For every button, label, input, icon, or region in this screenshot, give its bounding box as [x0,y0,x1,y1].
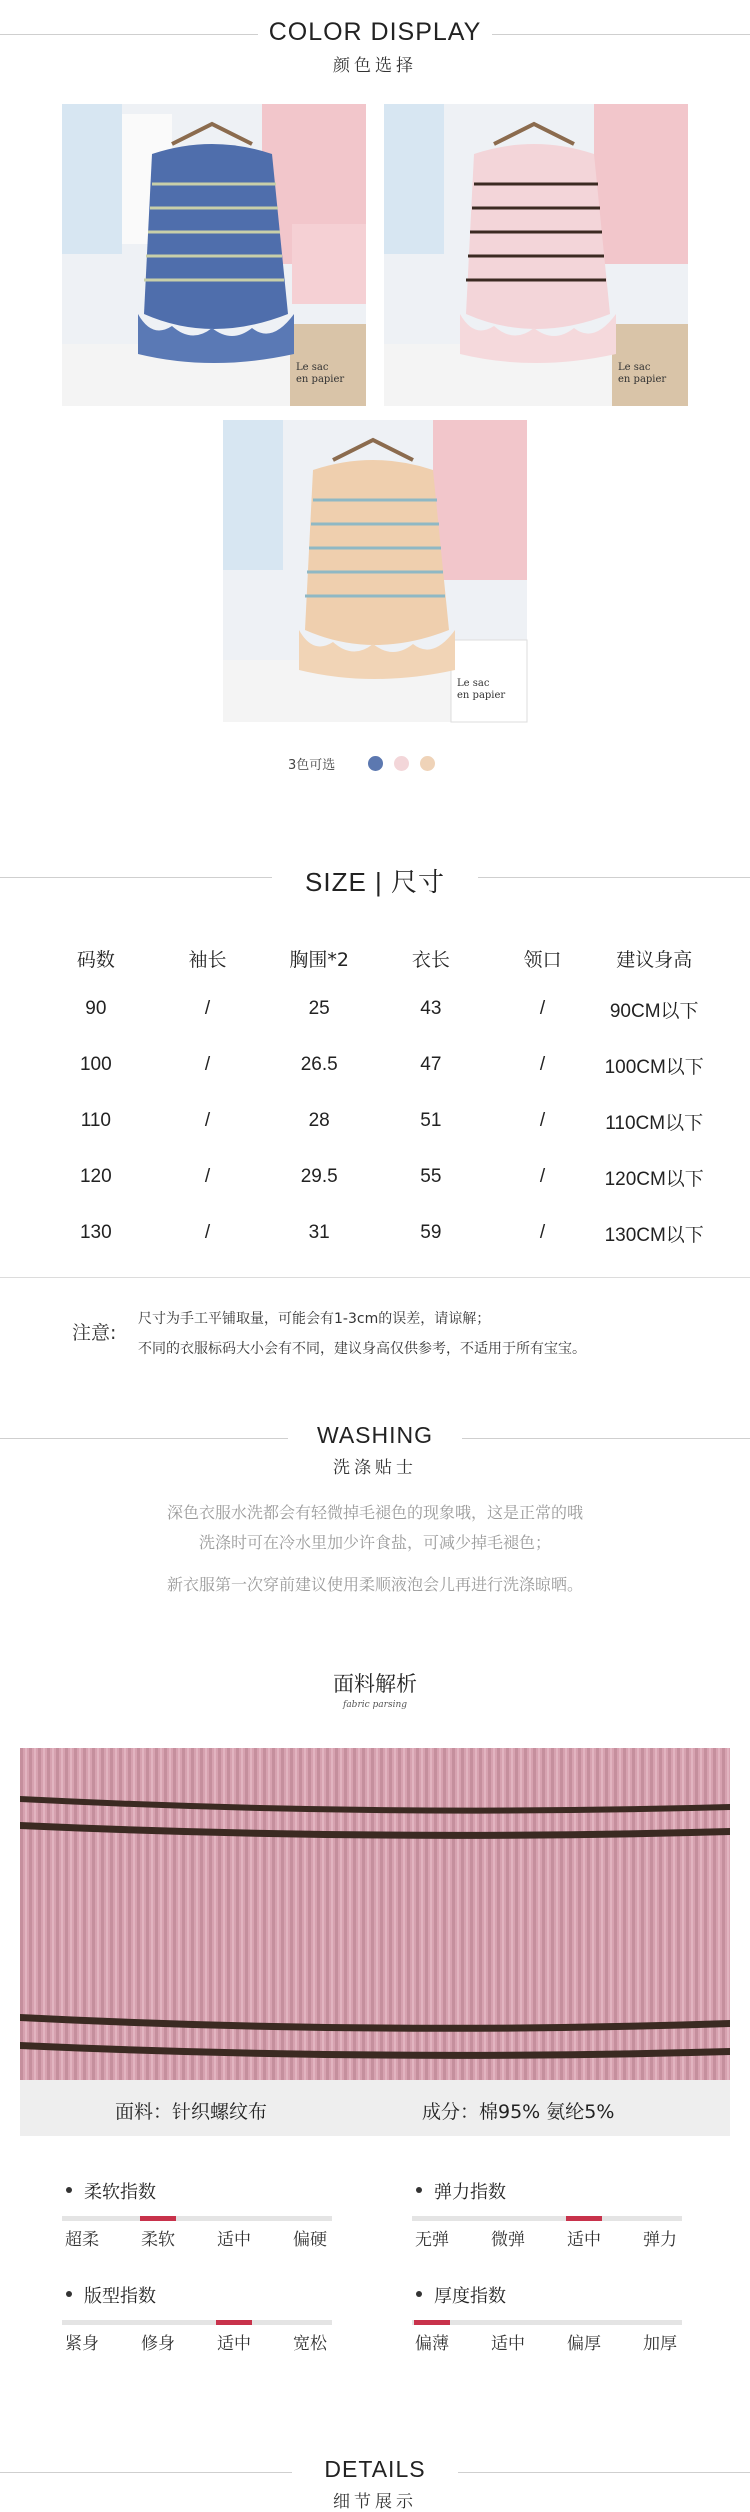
divider-line [458,2472,750,2473]
washing-tip-2: 洗涤时可在冷水里加少许食盐，可减少掉毛褪色； [198,1533,551,1552]
meter-option-label: 柔软 [141,2230,175,2250]
meter-option-label: 紧身 [65,2334,99,2354]
size-table-row [40,1093,710,1149]
size-table-row [40,1149,710,1205]
divider-line [462,1438,750,1439]
fabric-composition: 成分：棉95% 氨纶5% [422,2101,615,2123]
box-text: Le sac [618,362,651,373]
size-cell: 110 [80,1110,111,1131]
divider-line [0,877,272,878]
meter-option-label: 偏硬 [293,2230,327,2250]
meter-softness [62,2178,352,2249]
meter-title-text: 厚度指数 [434,2286,506,2307]
washing-tip-1: 深色衣服水洗都会有轻微掉毛褪色的现象哦，这是正常的哦 [166,1503,583,1522]
size-cell: / [539,1054,546,1075]
size-cell: / [204,1222,211,1243]
divider-line [0,2472,292,2473]
meter-option-label: 偏厚 [567,2334,601,2354]
size-cell: 55 [420,1166,442,1187]
size-cell: 100CM以下 [604,1056,704,1078]
meter-title-text: 柔软指数 [84,2182,156,2203]
size-cell: / [204,998,211,1019]
size-cell: 120CM以下 [604,1168,704,1190]
size-header-cell: 建议身高 [616,948,693,971]
size-cell: / [204,1110,211,1131]
meter-thickness [412,2282,702,2353]
size-cell: / [204,1054,211,1075]
meter-option-label: 加厚 [643,2334,677,2354]
meter-option-label: 宽松 [293,2334,327,2354]
meter-option-label: 适中 [567,2230,601,2250]
size-header-cell: 胸围*2 [289,948,349,971]
swatch-pink[interactable] [394,756,409,771]
fabric-closeup-image [20,1748,730,2080]
size-cell: 31 [308,1222,330,1243]
meter-title [62,2178,352,2202]
color-display-title: COLOR DISPLAY [268,18,482,46]
washing-header [0,1422,750,1478]
size-table-row [40,1037,710,1093]
meter-labels [412,2225,702,2249]
meter-option-label: 无弹 [415,2230,449,2250]
meter-option-label: 弹力 [643,2230,677,2250]
product-photo-apricot[interactable] [223,420,527,722]
meter-track [412,2320,682,2325]
divider-line [0,34,258,35]
divider-line [478,877,750,878]
swatch-apricot[interactable] [420,756,435,771]
size-cell: 51 [420,1110,442,1131]
swatch-count-label: 3色可选 [288,758,336,773]
divider-line [492,34,750,35]
size-cell: / [539,1222,546,1243]
size-cell: 130CM以下 [604,1224,704,1246]
meter-option-label: 超柔 [65,2230,99,2250]
size-cell: / [204,1166,211,1187]
bullet-dot-icon [416,2187,422,2193]
meter-option-label: 修身 [141,2334,175,2354]
divider-line [0,1438,288,1439]
meter-title [412,2282,702,2306]
size-cell: 120 [79,1166,112,1187]
bullet-dot-icon [66,2187,72,2193]
meter-title [412,2178,702,2202]
size-cell: 43 [420,998,442,1019]
size-table-row [40,1205,710,1261]
meter-option-label: 适中 [217,2334,251,2354]
size-cell: 130 [79,1222,112,1243]
size-header-cell: 领口 [523,948,562,971]
size-table-header [40,935,710,981]
meter-track [412,2216,682,2221]
size-cell: 28 [308,1110,330,1131]
fabric-material: 面料：针织螺纹布 [115,2101,268,2123]
box-text: en papier [618,374,667,385]
meter-title [62,2282,352,2306]
meter-level-indicator [566,2216,602,2221]
washing-tip-3: 新衣服第一次穿前建议使用柔顺液泡会儿再进行洗涤晾晒。 [166,1575,583,1594]
size-cell: / [539,1110,546,1131]
size-cell: 100 [79,1054,112,1075]
box-text: en papier [457,690,506,701]
box-text: en papier [296,374,345,385]
size-header-cell: 袖长 [188,948,227,971]
meter-option-label: 适中 [491,2334,525,2354]
size-cell: 29.5 [300,1166,338,1187]
note-label: 注意: [72,1322,117,1344]
meter-labels [62,2329,352,2353]
size-header-cell: 衣长 [411,948,450,971]
meter-elasticity [412,2178,702,2249]
size-cell: 110CM以下 [605,1112,704,1134]
meter-option-label: 微弹 [491,2230,525,2250]
note-line-2: 不同的衣服标码大小会有不同，建议身高仅供参考，不适用于所有宝宝。 [138,1341,586,1357]
fabric-subtitle: fabric parsing [342,1700,408,1710]
details-title: DETAILS [324,2456,426,2482]
box-text: Le sac [296,362,329,373]
meter-track [62,2216,332,2221]
swatch-blue[interactable] [368,756,383,771]
details-subtitle: 细节展示 [333,2492,417,2512]
bullet-dot-icon [416,2291,422,2297]
size-title: SIZE | 尺寸 [305,867,445,897]
size-header [0,862,750,899]
meter-level-indicator [216,2320,252,2325]
size-cell: / [539,1166,546,1187]
size-cell: 26.5 [300,1054,338,1075]
fabric-title: 面料解析 [333,1672,417,1696]
size-cell: 59 [420,1222,442,1243]
meter-track [62,2320,332,2325]
size-table [40,935,710,1261]
box-text: Le sac [457,678,490,689]
details-header [0,2456,750,2512]
washing-subtitle: 洗涤贴士 [333,1458,417,1478]
size-cell: 90CM以下 [609,1000,699,1022]
meter-labels [412,2329,702,2353]
product-photo-pink[interactable] [384,104,688,406]
fabric-info-bar [20,2080,730,2136]
size-cell: 47 [420,1054,442,1075]
size-header-cell: 码数 [76,948,115,971]
color-display-header [0,18,750,76]
washing-title: WASHING [316,1422,434,1448]
meter-level-indicator [140,2216,176,2221]
meter-option-label: 适中 [217,2230,251,2250]
meter-title-text: 版型指数 [84,2286,156,2307]
divider-line [0,1277,750,1278]
size-cell: 25 [308,998,330,1019]
color-display-subtitle: 颜色选择 [333,56,417,76]
meter-level-indicator [414,2320,450,2325]
size-table-row [40,981,710,1037]
note-line-1: 尺寸为手工平铺取量，可能会有1-3cm的误差，请谅解； [138,1311,491,1327]
size-cell: 90 [85,998,107,1019]
meter-option-label: 偏薄 [415,2334,449,2354]
size-cell: / [539,998,546,1019]
meter-fit [62,2282,352,2353]
meter-labels [62,2225,352,2249]
meter-title-text: 弹力指数 [434,2182,506,2203]
bullet-dot-icon [66,2291,72,2297]
color-swatch-row [0,750,750,776]
product-photo-blue[interactable] [62,104,366,406]
